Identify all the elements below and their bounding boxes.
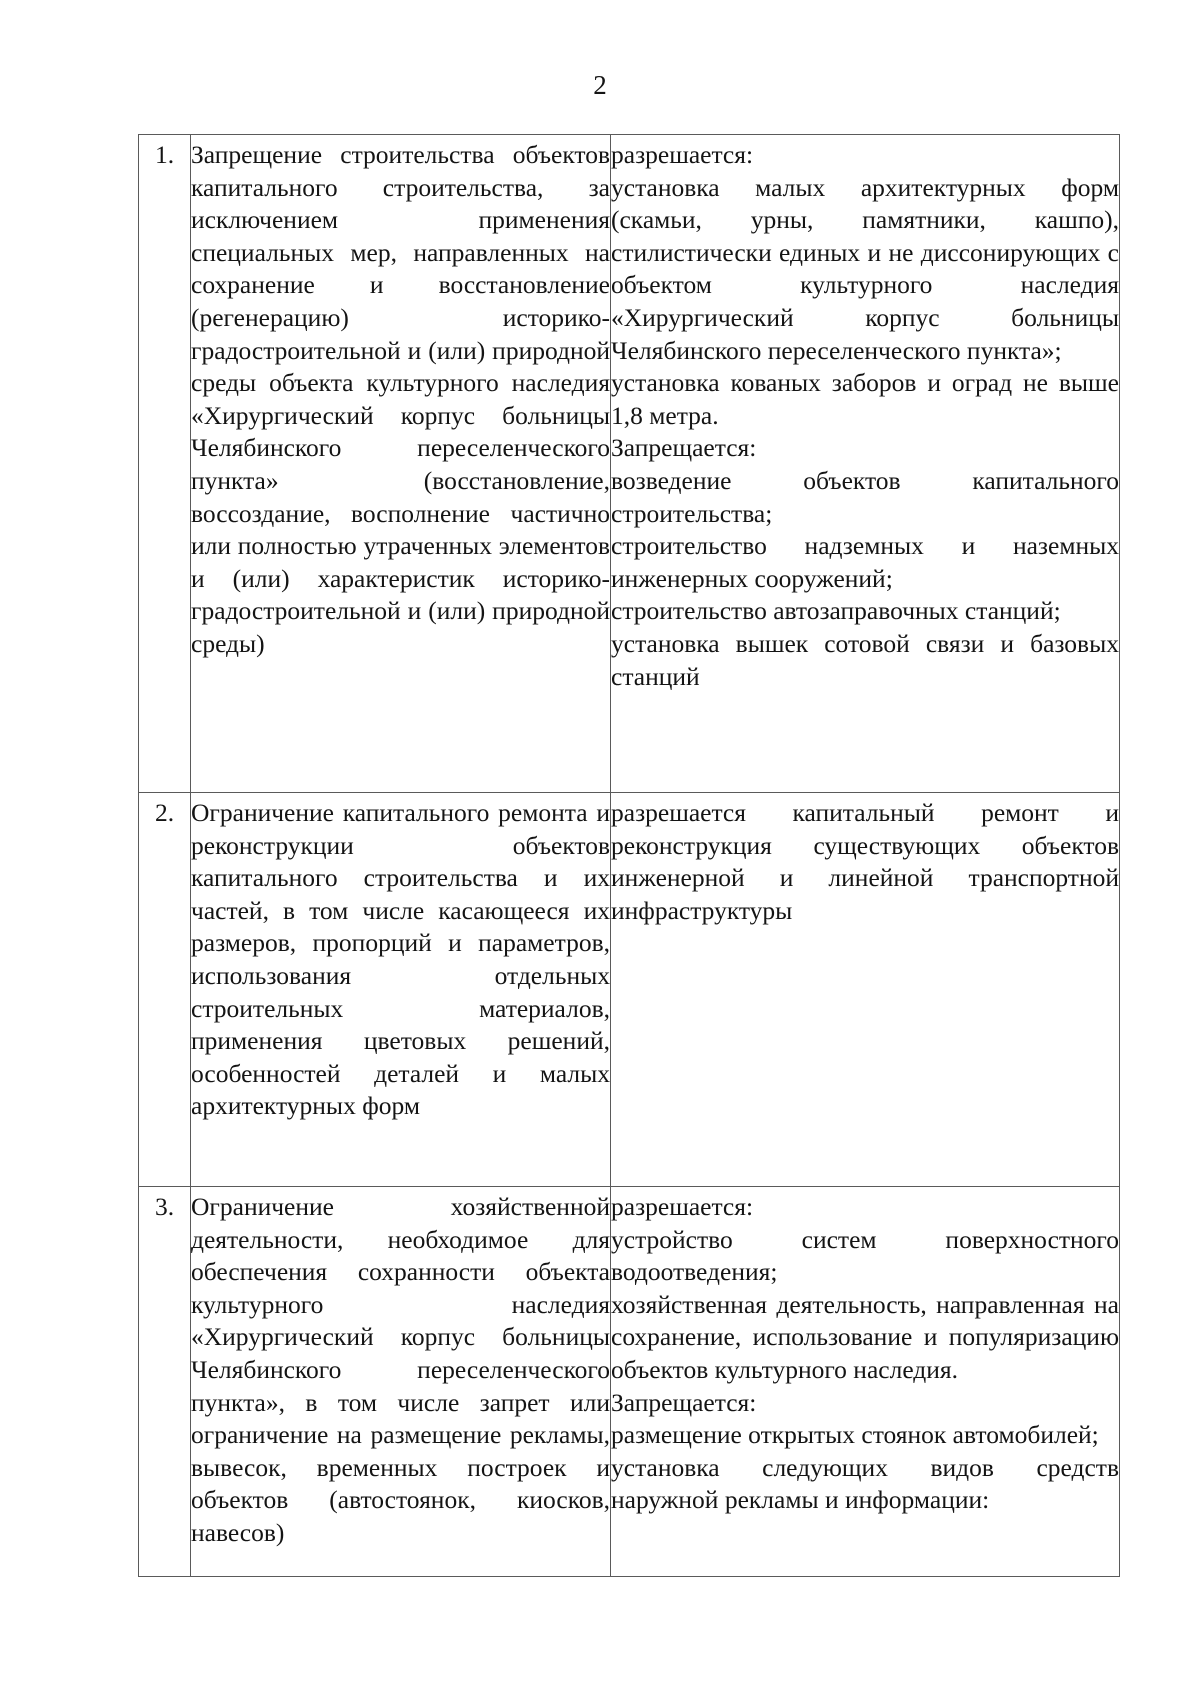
table-row [139, 793, 1120, 1187]
restriction-text: Ограничение хозяйственной деятельности, необходимое для обеспечения сохранности объекта культурного наследия «Хирургический корпус больницы Челябинского переселенческого пункта», в том числе запрет или ограничение на размещение рекламы, вывесок, временных построек и объектов (автостоянок, киосков, навесов) [191, 1192, 610, 1547]
requirement-paragraph: разрешается: [611, 1192, 754, 1221]
row-number: 1. [139, 135, 191, 793]
requirement-paragraph: установка малых архитектурных форм (скамьи, урны, памятники, кашпо), стилистически единых и не диссонирующих с объектом культурного наследия «Хирургический корпус больницы Челябинского переселенческого пункта»; [611, 172, 1119, 365]
requirement-paragraph: возведение объектов капитального строительства; [611, 465, 1119, 528]
requirement-paragraph: размещение открытых стоянок автомобилей; [611, 1420, 1099, 1450]
row-number: 3. [139, 1187, 191, 1577]
regime-requirements [611, 135, 1120, 793]
requirement-paragraph: устройство систем поверхностного водоотведения; [611, 1224, 1119, 1287]
requirement-paragraph: Запрещается: [611, 1387, 757, 1417]
restriction-description [191, 135, 611, 793]
requirement-paragraph: разрешается капитальный ремонт и реконструкция существующих объектов инженерной и линейной транспортной инфраструктуры [611, 798, 1119, 925]
requirement-paragraph: строительство надземных и наземных инженерных сооружений; [611, 531, 1119, 593]
restriction-description [191, 1187, 611, 1577]
regime-requirements [611, 793, 1120, 1187]
restriction-text: Запрещение строительства объектов капитального строительства, за исключением применения специальных мер, направленных на сохранение и восстановление (регенерацию) историко-градостроительной и (или) природной среды объекта культурного наследия «Хирургический корпус больницы Челябинского переселенческого пункта» (восстановление, воссоздание, восполнение частично или полностью утраченных элементов и (или) характеристик историко-градостроительной и (или) природной среды) [191, 140, 610, 658]
restriction-text: Ограничение капитального ремонта и реконструкции объектов капитального строительства и их частей, в том числе касающееся их размеров, пропорций и параметров, использования отдельных строительных материалов, применения цветовых решений, особенностей деталей и малых архитектурных форм [191, 798, 610, 1121]
restriction-description [191, 793, 611, 1187]
table-row [139, 1187, 1120, 1577]
restrictions-table [138, 134, 1120, 1577]
page-number: 2 [593, 70, 607, 100]
table-row [139, 135, 1120, 793]
requirement-paragraph: Запрещается: [611, 433, 757, 463]
regime-requirements [611, 1187, 1120, 1577]
requirement-paragraph: установка кованых заборов и оград не выше 1,8 метра. [611, 368, 1119, 430]
requirement-paragraph: хозяйственная деятельность, направленная на сохранение, использование и популяризацию объектов культурного наследия. [611, 1289, 1119, 1384]
requirement-paragraph: разрешается: [611, 140, 754, 169]
row-number: 2. [139, 793, 191, 1187]
requirement-paragraph: установка вышек сотовой связи и базовых станций [611, 628, 1119, 691]
requirement-paragraph: строительство автозаправочных станций; [611, 596, 1061, 626]
requirement-paragraph: установка следующих видов средств наружной рекламы и информации: [611, 1452, 1119, 1515]
